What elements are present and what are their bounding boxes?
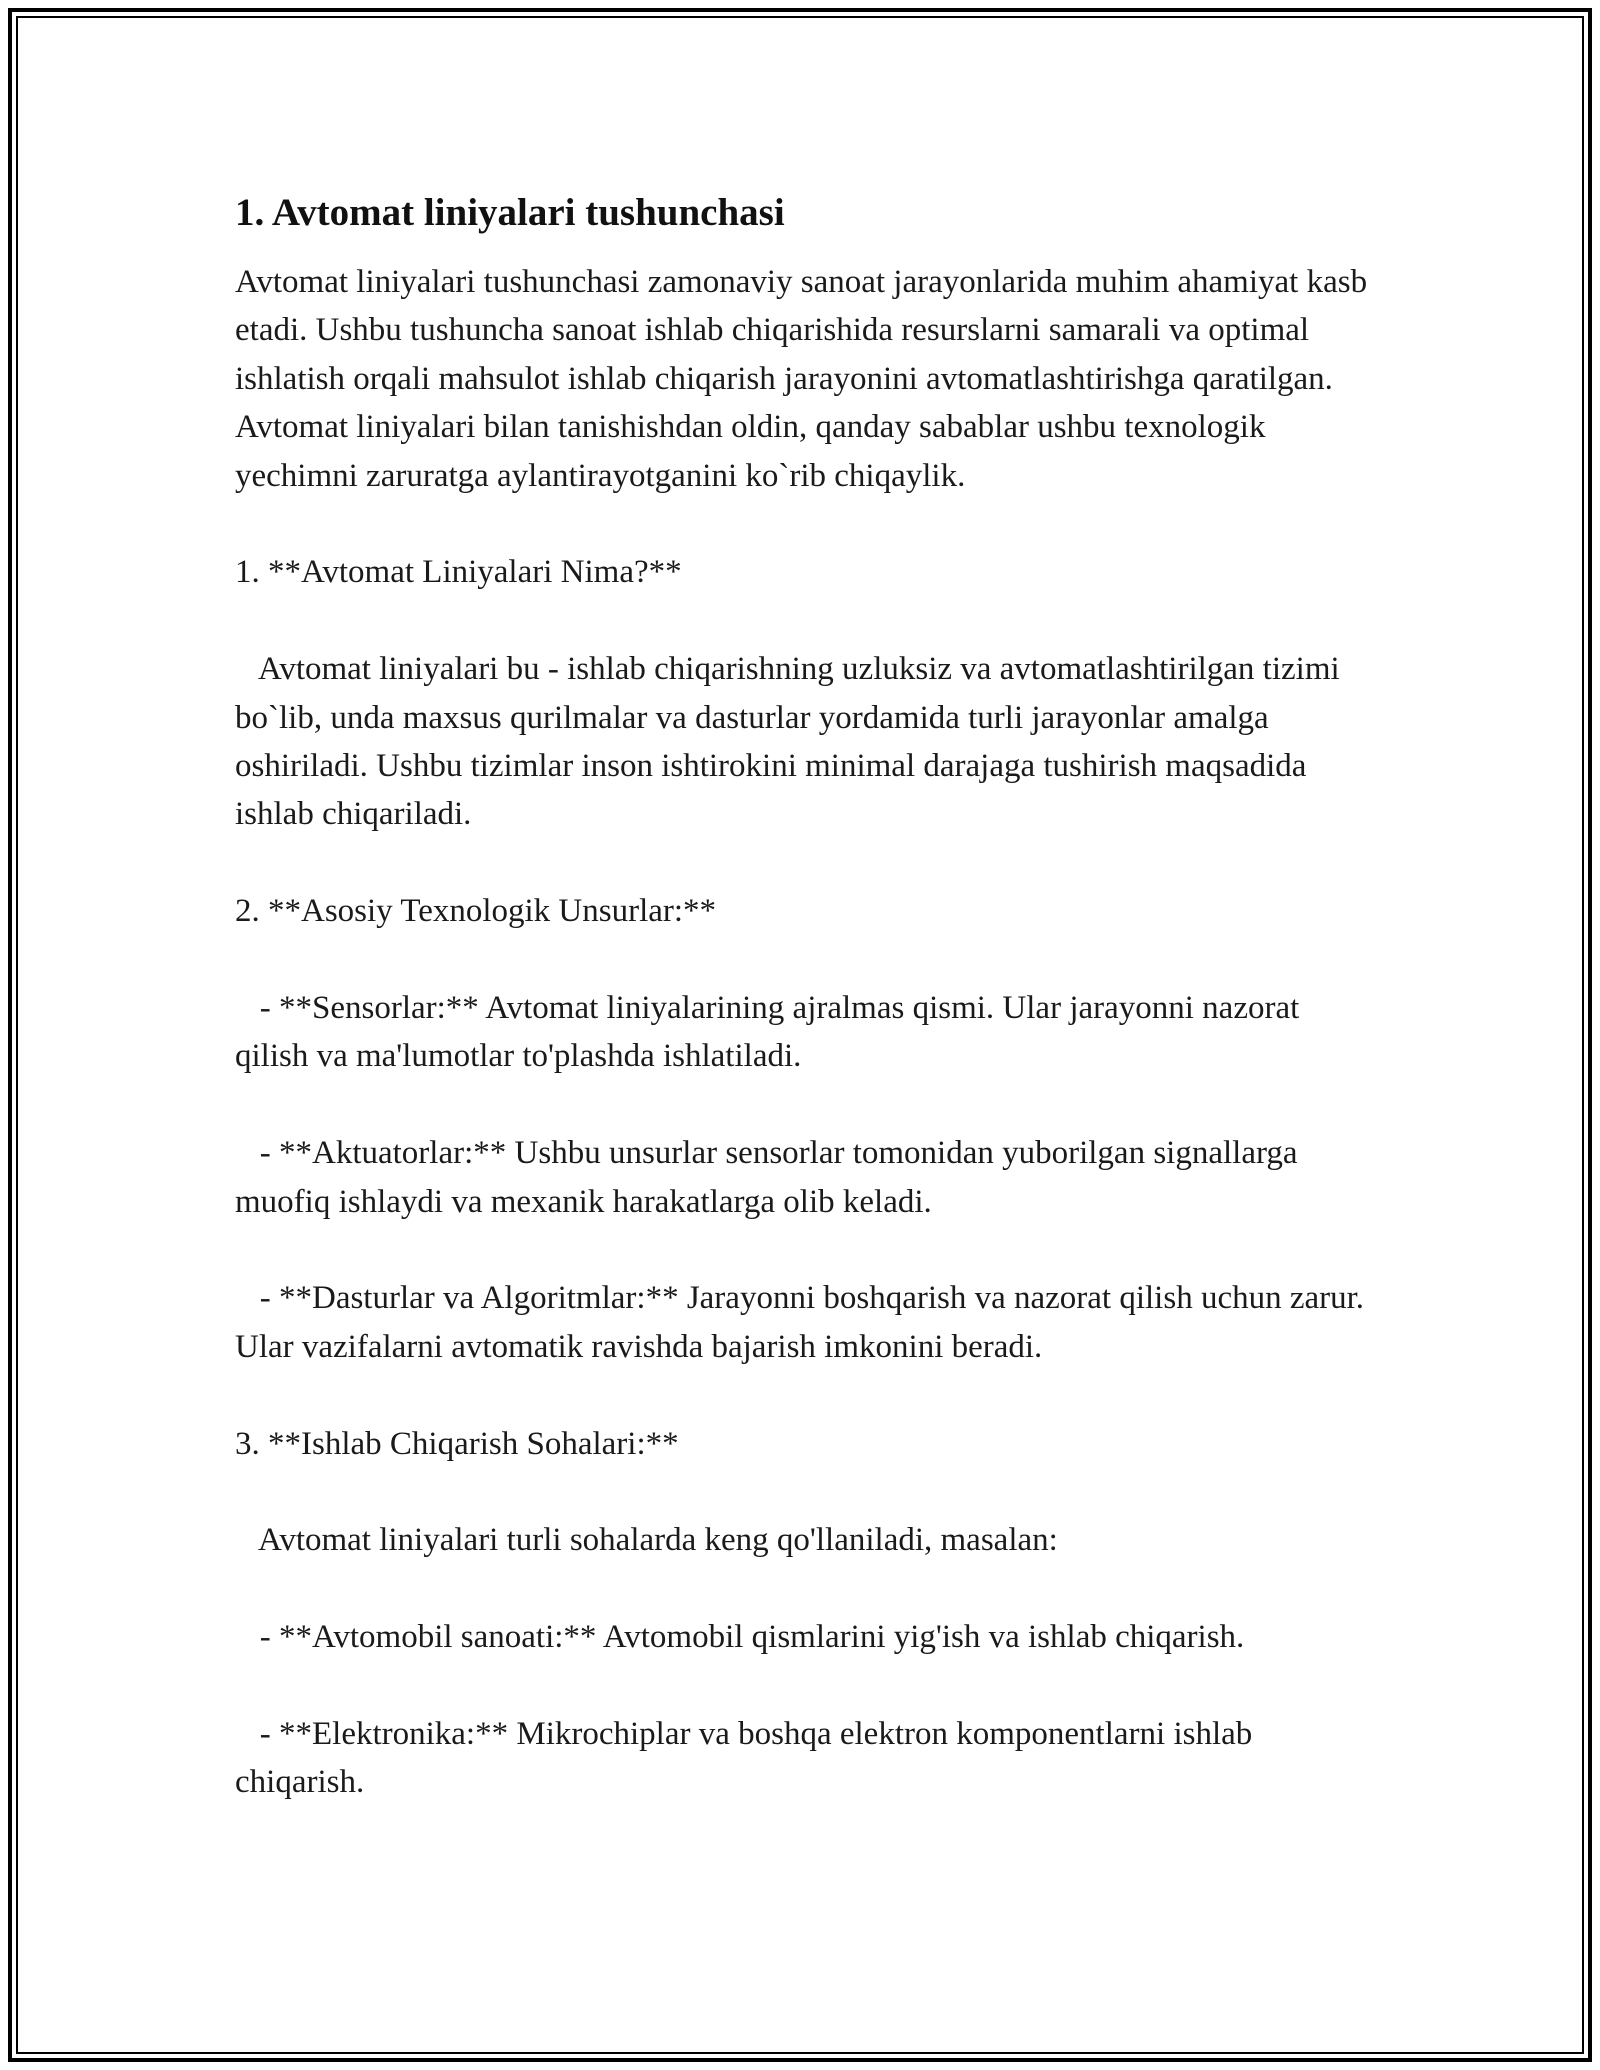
- list-item-avtomobil: [235, 1613, 1375, 1661]
- list-item-text: - **Aktuatorlar:** Ushbu unsurlar sensorlar tomonidan yuborilgan signallarga muofiq ishlaydi va mexanik harakatlarga olib keladi.: [235, 1135, 1298, 1220]
- intro-paragraph: Avtomat liniyalari tushunchasi zamonaviy sanoat jarayonlarida muhim ahamiyat kasb etadi. Ushbu tushuncha sanoat ishlab chiqarishida resurslarni samarali va optimal ishlatish orqali mahsulot ishlab chiqarish jarayonini avtomatlashtirishga qaratilgan. Avtomat liniyalari bilan tanishishdan oldin, qanday sabablar ushbu texnologik yechimni zaruratga aylantirayotganini ko`rib chiqaylik.: [235, 264, 1368, 494]
- paragraph-gap: [235, 839, 1375, 887]
- paragraph-gap: [235, 500, 1375, 548]
- paragraph-gap: [235, 597, 1375, 645]
- section-heading-2: 2. **Asosiy Texnologik Unsurlar:**: [235, 893, 717, 930]
- list-item-elektronika: [235, 1710, 1375, 1807]
- section-3-text: Avtomat liniyalari turli sohalarda keng qo'llaniladi, masalan:: [257, 1522, 1058, 1559]
- list-item-sensorlar: [235, 984, 1375, 1081]
- paragraph-gap: [235, 1662, 1375, 1710]
- paragraph-gap: [235, 1565, 1375, 1613]
- section-heading-3: 3. **Ishlab Chiqarish Sohalari:**: [235, 1425, 679, 1462]
- paragraph-gap: [235, 1081, 1375, 1129]
- paragraph-gap: [235, 1226, 1375, 1274]
- paragraph-gap: [235, 1371, 1375, 1419]
- section-heading-1: 1. **Avtomat Liniyalari Nima?**: [235, 554, 682, 591]
- list-item-text: - **Dasturlar va Algoritmlar:** Jarayonni boshqarish va nazorat qilish uchun zarur. Ular vazifalarni avtomatik ravishda bajarish imkonini beradi.: [235, 1280, 1365, 1365]
- document-title: 1. Avtomat liniyalari tushunchasi: [235, 191, 785, 234]
- list-item-text: - **Avtomobil sanoati:** Avtomobil qismlarini yig'ish va ishlab chiqarish.: [259, 1619, 1245, 1656]
- section-3-body: [235, 1516, 1375, 1564]
- list-item-aktuatorlar: [235, 1129, 1375, 1226]
- section-1-body: [235, 645, 1375, 839]
- list-item-text: - **Elektronika:** Mikrochiplar va boshqa elektron komponentlarni ishlab chiqarish.: [235, 1716, 1253, 1801]
- list-item-dasturlar: [235, 1274, 1375, 1371]
- paragraph-gap: [235, 1468, 1375, 1516]
- list-item-text: - **Sensorlar:** Avtomat liniyalarining ajralmas qismi. Ular jarayonni nazorat qilish va ma'lumotlar to'plashda ishlatiladi.: [235, 990, 1300, 1075]
- section-1-text: Avtomat liniyalari bu - ishlab chiqarishning uzluksiz va avtomatlashtirilgan tizimi bo`lib, unda maxsus qurilmalar va dasturlar yordamida turli jarayonlar amalga oshiriladi. Ushbu tizimlar inson ishtirokini minimal darajaga tushirish maqsadida ishlab chiqariladi.: [235, 651, 1340, 833]
- document-body: [235, 186, 1375, 1807]
- paragraph-gap: [235, 936, 1375, 984]
